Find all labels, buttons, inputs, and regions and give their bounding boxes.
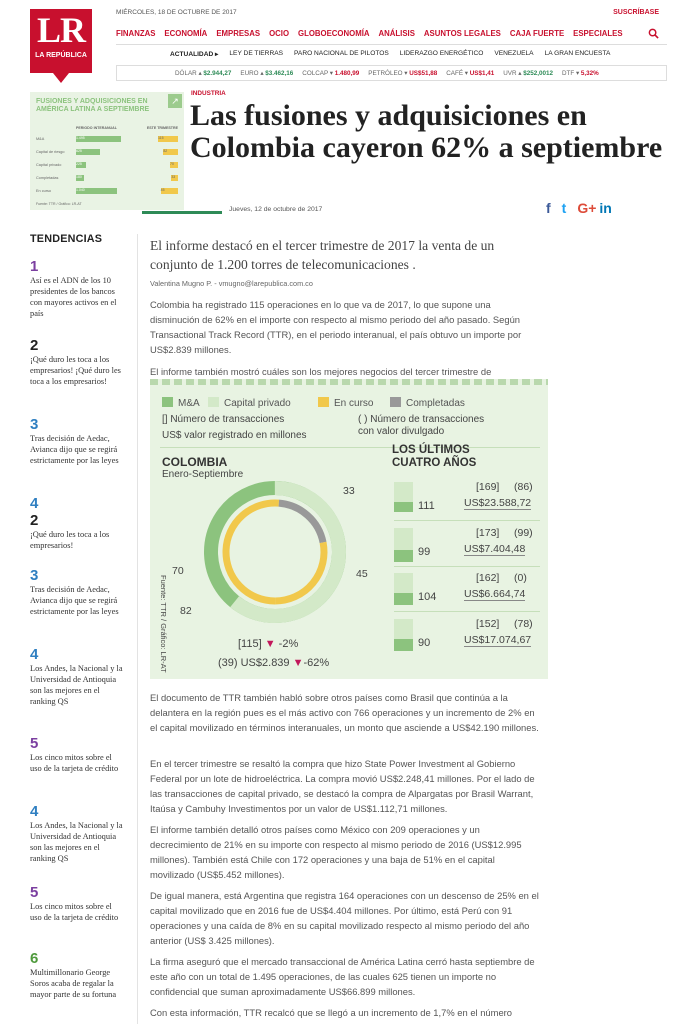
hero-bar-a: 180 [76, 175, 84, 181]
years-title: LOS ÚLTIMOS [392, 444, 470, 456]
year-paren: (0) [514, 572, 527, 584]
ticker-item[interactable]: DTF ▾ 5,32% [561, 69, 599, 77]
hero-row [36, 158, 178, 171]
trending-item[interactable] [30, 337, 125, 387]
trending-number: 1 [30, 258, 39, 275]
ticker-value: $2.944,27 [203, 69, 232, 77]
year-paren: (99) [514, 527, 533, 539]
trending-headline: Tras decisión de Aedac, Avianca dijo que se regirá estrictamente por las leyes [30, 434, 119, 465]
paragraph: El informe también mostró cuáles son los mejores negocios del tercer trimestre de [150, 366, 492, 377]
ticker-label: PETRÓLEO [368, 69, 403, 77]
nav-item-4[interactable]: GLOBOECONOMÍA [298, 29, 370, 38]
year-value: US$7.404,48 [464, 543, 526, 555]
hero-row [36, 145, 178, 158]
year-bracket: [173] [476, 527, 500, 539]
hero-row [36, 132, 178, 145]
trending-item[interactable] [30, 884, 125, 923]
trending-sidebar [30, 233, 125, 999]
note-parens: ( ) Número de transacciones [358, 414, 485, 425]
ticker-value: $3.462,16 [265, 69, 294, 77]
trending-number: 4 [30, 646, 39, 663]
summary-count-change: -2% [278, 638, 299, 650]
ticker-value: $252,0012 [523, 69, 553, 77]
logo-tip-decoration [53, 73, 69, 83]
page-title: Las fusiones y adquisiciones en Colombia cayeron 62% a septiembre [190, 99, 663, 164]
year-bar-light [394, 619, 413, 639]
nav-item-0[interactable]: FINANZAS [116, 29, 156, 38]
logo-text: LR [36, 10, 85, 50]
infographic-divider [160, 447, 540, 448]
hero-bar-a: 225 [76, 162, 86, 168]
legend-item [162, 397, 200, 409]
year-count: 111 [418, 500, 435, 512]
expand-icon[interactable]: ↗ [168, 94, 182, 108]
nav-item-6[interactable]: ASUNTOS LEGALES [423, 29, 501, 38]
ticker-item[interactable]: DÓLAR ▴ $2.944,27 [175, 69, 232, 77]
ticker-value: US$51,88 [409, 69, 438, 77]
legend-swatch [390, 397, 401, 407]
hero-bar-b: 70 [170, 162, 178, 168]
hero-row [36, 184, 178, 197]
colombia-donut-chart [198, 477, 352, 627]
nav-item-3[interactable]: OCIO [269, 29, 290, 38]
legend-label: Capital privado [224, 398, 291, 409]
subnav-item-2[interactable]: PARO NACIONAL DE PILOTOS [294, 50, 389, 57]
facebook-icon[interactable]: f [546, 200, 551, 216]
year-bar [394, 550, 413, 562]
year-bar [394, 502, 413, 512]
ticker-label: CAFÉ [446, 69, 464, 77]
ticker-value: US$1,41 [469, 69, 495, 77]
hero-row-label: Completadas [36, 175, 59, 180]
ticker-value: 1.480,99 [334, 69, 360, 77]
summary-value-amount: (39) US$2.839 [218, 657, 290, 669]
ticker-item[interactable]: COLCAP ▾ 1.480,99 [302, 69, 360, 77]
hero-col1: PERIODO INTERANUAL [76, 126, 117, 130]
year-value: US$23.588,72 [464, 497, 532, 509]
hero-bar-b: 115 [158, 136, 178, 142]
ticker-label: COLCAP [302, 69, 329, 77]
year-divider [394, 611, 540, 612]
logo-subtext: LA REPÚBLICA [35, 52, 87, 59]
header-divider [116, 44, 667, 45]
year-count: 104 [418, 591, 437, 603]
trending-item[interactable] [30, 416, 125, 466]
hero-underline [142, 211, 222, 214]
linkedin-icon[interactable]: in [599, 200, 612, 216]
trending-item[interactable] [30, 495, 125, 551]
sub-nav [170, 50, 621, 58]
hero-bar-a: 1.040 [76, 188, 117, 194]
legend-item [208, 397, 291, 409]
year-bar-light [394, 528, 413, 550]
legend-swatch [162, 397, 173, 407]
ring-label: 45 [356, 568, 368, 580]
twitter-icon[interactable]: t [561, 200, 567, 216]
summary-count: [115] ▼ -2% [238, 638, 299, 650]
year-bar-light [394, 482, 413, 502]
hero-bar-b: 33 [171, 175, 178, 181]
article-dek: El informe destacó en el tercer trimestre de 2017 la venta de un conjunto de 1.200 torres de telecomunicaciones . [150, 238, 495, 272]
trending-number: 5 [30, 735, 39, 752]
hero-row-label: Capital privado [36, 162, 62, 167]
trending-headline: Multimillonario George Soros acaba de regalar la mayor parte de su fortuna [30, 968, 117, 999]
trending-headline: ¡Qué duro les toca a los empresarios! ¡Qué duro les toca a los empresarios! [30, 355, 121, 386]
ticker-value: 5,32% [580, 69, 599, 77]
trending-item[interactable] [30, 735, 125, 774]
hero-source: Fuente: TTR / Gráfico: LR-AT [36, 202, 82, 206]
note-brackets: [] Número de transacciones [162, 414, 285, 425]
publish-date: Jueves, 12 de octubre de 2017 [229, 206, 323, 213]
trending-number: 6 [30, 950, 39, 967]
trending-item[interactable] [30, 646, 125, 707]
trending-number: 2 [30, 337, 39, 354]
share-buttons [546, 200, 623, 216]
years-title-2: CUATRO AÑOS [392, 457, 477, 469]
ring-label: 33 [343, 485, 355, 497]
trending-item[interactable] [30, 258, 125, 319]
hero-row-label: Capital de riesgo [36, 149, 65, 154]
hero-bar-a: 625 [76, 149, 100, 155]
market-ticker [116, 65, 667, 81]
ring-label: 70 [172, 565, 184, 577]
hero-col2: ESTE TRIMESTRE [146, 126, 178, 130]
hero-infographic-thumbnail[interactable] [30, 92, 184, 210]
nav-item-1[interactable]: ECONOMÍA [164, 29, 208, 38]
content-divider [137, 234, 138, 1024]
ticker-label: DÓLAR [175, 69, 197, 77]
main-nav [116, 29, 632, 38]
subnav-item-1[interactable]: LEY DE TIERRAS [229, 50, 284, 57]
legend-swatch [318, 397, 329, 407]
infographic-crop-edge [150, 379, 548, 385]
year-bracket: [152] [476, 618, 500, 630]
year-value: US$17.074,67 [464, 634, 532, 646]
nav-item-7[interactable]: CAJA FUERTE [509, 29, 565, 38]
paragraph: Con esta información, TTR recalcó que se llegó a un incremento de 1,7% en el número [150, 1007, 513, 1018]
subnav-item-4[interactable]: VENEZUELA [494, 50, 534, 57]
ring-label: 82 [180, 605, 192, 617]
hero-title: FUSIONES Y ADQUISICIONES EN AMÉRICA LATINA A SEPTIEMBRE [36, 98, 150, 113]
ticker-item[interactable]: PETRÓLEO ▾ US$51,88 [368, 69, 438, 77]
year-paren: (78) [514, 618, 533, 630]
trending-headline: Los cinco mitos sobre el uso de la tarjeta de crédito [30, 753, 119, 773]
hero-bar-a: 1.495 [76, 136, 121, 142]
infographic [150, 379, 548, 679]
trending-item[interactable] [30, 567, 125, 617]
trending-headline: Los Andes, la Nacional y la Universidad de Antioquia son las mejores en el ranking QS [30, 821, 123, 863]
trending-number: 4 [30, 495, 39, 512]
nav-item-8[interactable]: ESPECIALES [573, 29, 623, 38]
legend-item [390, 397, 465, 409]
legend-label: M&A [178, 398, 200, 409]
ticker-item[interactable]: CAFÉ ▾ US$1,41 [446, 69, 495, 77]
paragraph: En el tercer trimestre se resaltó la compra que hizo State Power Investment al Gobierno Federal por un lote de hidroeléctrica. La compra movió US$2.248,41 millones. Por el lado de las transacciones de capital privado, se destacó la compra de Alpargatas por Brasil Warrant, Itaúsa y Cambuhy Investimentos por un valor de US$1.112,71 millones. [150, 758, 535, 814]
paragraph: La firma aseguró que el mercado transaccional de América Latina cerró hasta septiembre de este año con un total de 1.495 operaciones, de las cuales 625 tienen un importe no confidencial que suman aproximadamente US$66.899 millones. [150, 956, 535, 997]
summary-count-value: [115] [238, 638, 262, 650]
note-parens-2: con valor divulgado [358, 426, 445, 437]
trending-headline: Los cinco mitos sobre el uso de la tarjeta de crédito [30, 902, 119, 922]
trending-headline: Tras decisión de Aedac, Avianca dijo que se regirá estrictamente por las leyes [30, 585, 119, 616]
hero-row-label: En curso [36, 188, 51, 193]
year-paren: (86) [514, 481, 533, 493]
hero-row [36, 171, 178, 184]
ticker-item[interactable]: UVR ▴ $252,0012 [503, 69, 553, 77]
summary-value-change: -62% [303, 657, 330, 669]
sidebar-title: TENDENCIAS [30, 233, 103, 245]
year-bar [394, 593, 413, 605]
legend-label: En curso [334, 398, 374, 409]
legend-label: Completadas [406, 398, 465, 409]
nav-item-2[interactable]: EMPRESAS [216, 29, 261, 38]
byline[interactable]: Valentina Mugno P. - vmugno@larepublica.com.co [150, 279, 313, 288]
google-plus-icon[interactable]: G+ [577, 200, 597, 216]
legend-item [318, 397, 373, 409]
hero-bars [36, 124, 178, 197]
year-bar [394, 639, 413, 651]
year-count: 90 [418, 637, 431, 649]
year-divider [394, 520, 540, 521]
trending-headline: ¡Qué duro les toca a los empresarios! [30, 530, 110, 550]
note-usd: US$ valor registrado en millones [162, 430, 307, 441]
trending-headline: Los Andes, la Nacional y la Universidad de Antioquia son las mejores en el ranking QS [30, 664, 123, 706]
paragraph: El informe también detalló otros países como México con 209 operaciones y un decrecimiento de 21% en su importe con respecto al mismo periodo de 2016 (US$12.995 millones). También está Chile con 172 operaciones y una baja de 51% en el capital movilizado (US$5.452 millones). [150, 824, 522, 880]
year-divider [394, 566, 540, 567]
hero-bar-b: 45 [161, 188, 178, 194]
year-bar-light [394, 573, 413, 593]
subnav-item-0[interactable]: ACTUALIDAD ▸ [170, 51, 219, 58]
search-icon[interactable] [648, 28, 659, 39]
subscribe-link[interactable]: SUSCRÍBASE [613, 9, 659, 16]
section-label[interactable]: INDUSTRIA [191, 90, 226, 97]
ticker-label: DTF [561, 69, 575, 77]
trending-number: 4 [30, 803, 39, 820]
nav-item-5[interactable]: ANÁLISIS [378, 29, 415, 38]
trending-headline: Así es el ADN de los 10 presidentes de los bancos con mayores activos en el país [30, 276, 117, 318]
subnav-item-5[interactable]: LA GRAN ENCUESTA [544, 50, 611, 57]
year-bracket: [162] [476, 572, 500, 584]
hero-bar-b: 82 [163, 149, 178, 155]
subnav-item-3[interactable]: LIDERAZGO ENERGÉTICO [399, 50, 484, 57]
year-value: US$6.664,74 [464, 588, 526, 600]
hero-row-label: M&A [36, 136, 45, 141]
paragraph: El documento de TTR también habló sobre otros países como Brasil que continúa a la delantera en la región pues es el más activo con 766 operaciones y un incremento de 2% en el capital movilizado en términos interanuales, un monto que asciende a US$42.190 millones. [150, 692, 539, 733]
year-bracket: [169] [476, 481, 500, 493]
ticker-item[interactable]: EURO ▴ $3.462,16 [240, 69, 294, 77]
trending-number: 5 [30, 884, 39, 901]
summary-value: (39) US$2.839 ▼-62% [218, 657, 330, 669]
colombia-subtitle: Enero-Septiembre [162, 469, 244, 480]
trending-number: 3 [30, 416, 39, 433]
ticker-label: UVR [503, 69, 517, 77]
trending-number: 3 [30, 567, 39, 584]
trending-item[interactable] [30, 803, 125, 864]
legend-swatch [208, 397, 219, 407]
donut-en-curso-arc [226, 503, 279, 601]
ticker-label: EURO [240, 69, 259, 77]
trending-item[interactable] [30, 950, 125, 1000]
header-date: MIÉRCOLES, 18 DE OCTUBRE DE 2017 [116, 9, 237, 16]
trending-number: 2 [30, 512, 39, 529]
paragraph: Colombia ha registrado 115 operaciones en lo que va de 2017, lo que supone una disminución de 62% en el importe con respecto al mismo periodo del año pasado. Según Transactional Track Record (TTR), en el periodo interanual, el país obtuvo un importe por US$2.839 millones. [150, 299, 522, 355]
year-count: 99 [418, 546, 431, 558]
site-logo[interactable] [30, 9, 92, 73]
paragraph: De igual manera, está Argentina que registra 164 operaciones con un descenso de 25% en el capital movilizado que en 2016 fue de US$4.404 millones. Por último, está Perú con 91 operaciones y una caída de 8% en su capital movilizado respecto al mismo periodo del año anterior (US$ 3.425 millones). [150, 890, 539, 946]
infographic-source: Fuente: TTR / Gráfico: LR-AT [159, 575, 168, 673]
colombia-title: COLOMBIA [162, 455, 228, 469]
